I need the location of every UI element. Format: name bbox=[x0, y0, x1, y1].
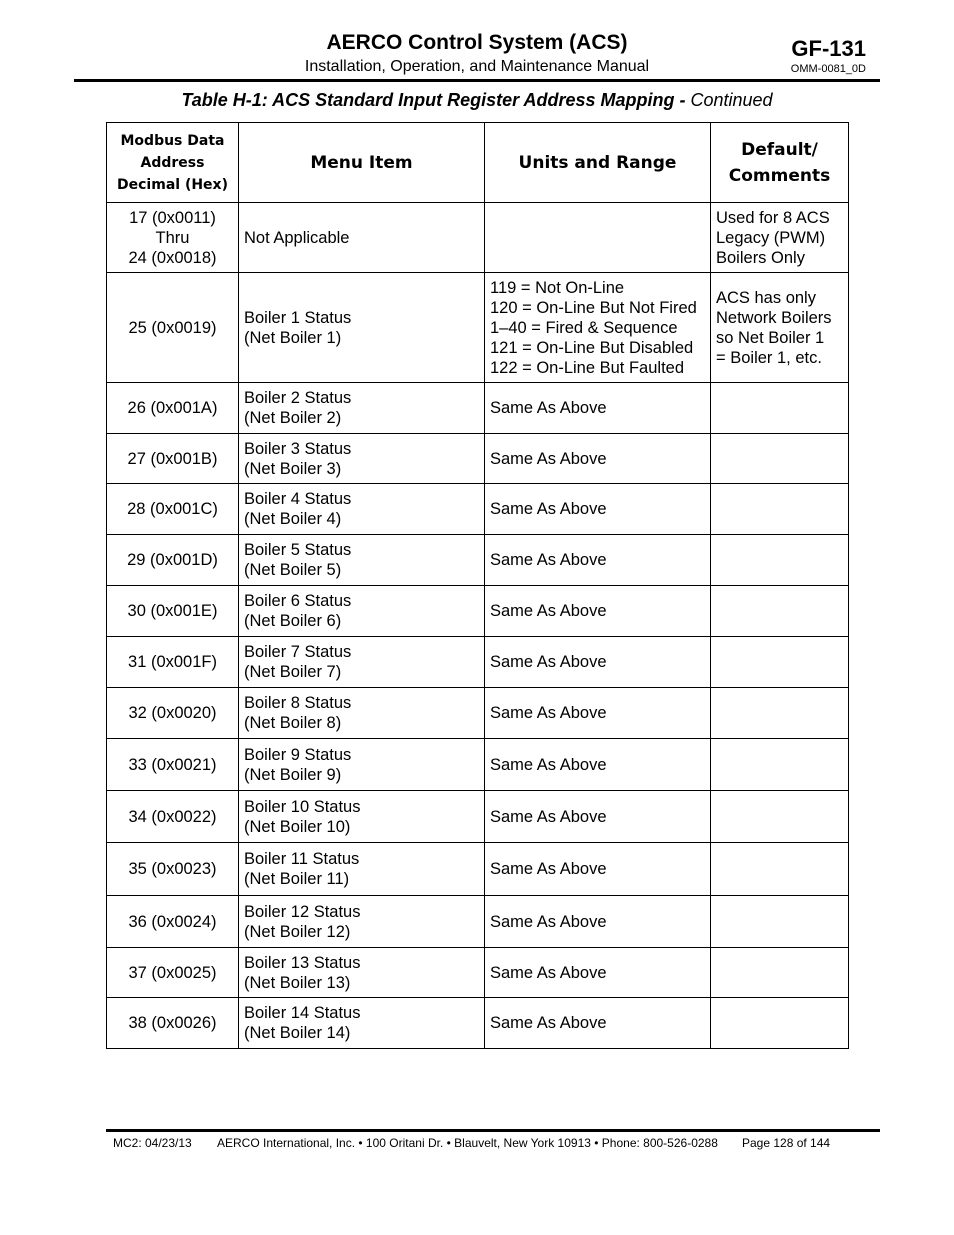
table-row bbox=[107, 586, 849, 637]
cell-menu-item-line: (Net Boiler 10) bbox=[244, 817, 351, 836]
cell-menu-item bbox=[239, 535, 485, 586]
cell-address bbox=[107, 791, 239, 843]
table-row bbox=[107, 535, 849, 586]
cell-units-range bbox=[485, 896, 711, 948]
table-caption bbox=[0, 90, 954, 111]
cell-address bbox=[107, 896, 239, 948]
cell-address bbox=[107, 586, 239, 637]
cell-units-range-line: Same As Above bbox=[490, 602, 607, 620]
cell-menu-item-line: (Net Boiler 2) bbox=[244, 409, 342, 427]
cell-units-range bbox=[485, 998, 711, 1049]
cell-comments bbox=[711, 203, 849, 273]
table-caption-label: Table H-1: ACS Standard Input Register Address Mapping - bbox=[181, 90, 686, 110]
header-units-range: Units and Range bbox=[485, 123, 711, 203]
cell-units-range-line: Same As Above bbox=[490, 449, 607, 468]
cell-address bbox=[107, 948, 239, 998]
header-default-comments bbox=[711, 123, 849, 203]
cell-units-range-line: Same As Above bbox=[490, 860, 607, 878]
cell-units-range bbox=[485, 739, 711, 791]
cell-units-range bbox=[485, 791, 711, 843]
document-code: GF-131 bbox=[791, 36, 866, 61]
cell-units-range-line: 121 = On-Line But Disabled bbox=[490, 338, 694, 357]
cell-address-line: Thru bbox=[155, 228, 190, 247]
cell-address-line: 26 (0x001A) bbox=[127, 399, 218, 417]
cell-menu-item-line: Boiler 12 Status bbox=[244, 902, 361, 921]
header-address-line: Decimal (Hex) bbox=[117, 176, 228, 193]
cell-menu-item-line: (Net Boiler 1) bbox=[244, 328, 342, 347]
cell-units-range bbox=[485, 586, 711, 637]
cell-menu-item-line: Boiler 9 Status bbox=[244, 745, 352, 764]
footer-rule bbox=[106, 1129, 880, 1132]
document-subtitle: Installation, Operation, and Maintenance Manual bbox=[304, 58, 650, 75]
table-row bbox=[107, 948, 849, 998]
cell-units-range bbox=[485, 434, 711, 484]
cell-address-line: 29 (0x001D) bbox=[127, 551, 218, 569]
cell-address bbox=[107, 688, 239, 739]
cell-menu-item-line: (Net Boiler 9) bbox=[244, 765, 342, 784]
cell-units-range-line: Same As Above bbox=[490, 807, 607, 826]
document-number: OMM-0081_0D bbox=[790, 63, 866, 75]
cell-units-range-line: Same As Above bbox=[490, 500, 607, 518]
cell-menu-item bbox=[239, 273, 485, 383]
cell-address bbox=[107, 203, 239, 273]
cell-menu-item-line: Boiler 11 Status bbox=[244, 850, 360, 868]
cell-comments bbox=[711, 791, 849, 843]
cell-units-range-line: Same As Above bbox=[490, 704, 607, 722]
cell-menu-item-line: (Net Boiler 4) bbox=[244, 510, 342, 528]
cell-menu-item bbox=[239, 383, 485, 434]
cell-units-range-line: Same As Above bbox=[490, 755, 607, 774]
cell-address-line: 17 (0x0011) bbox=[129, 208, 216, 227]
cell-menu-item bbox=[239, 948, 485, 998]
cell-address bbox=[107, 434, 239, 484]
cell-units-range bbox=[485, 535, 711, 586]
cell-units-range-line: Same As Above bbox=[490, 1014, 607, 1032]
cell-menu-item-line: (Net Boiler 11) bbox=[244, 870, 350, 888]
cell-units-range-line: Same As Above bbox=[490, 963, 607, 982]
cell-comments bbox=[711, 739, 849, 791]
table-row bbox=[107, 383, 849, 434]
cell-address-line: 35 (0x0023) bbox=[128, 860, 217, 878]
table-header-row bbox=[107, 123, 849, 203]
cell-units-range-line: 122 = On-Line But Faulted bbox=[490, 358, 685, 377]
header-rule bbox=[74, 79, 880, 82]
cell-address-line: 30 (0x001E) bbox=[127, 602, 218, 620]
cell-units-range-line: Same As Above bbox=[490, 653, 607, 671]
cell-units-range bbox=[485, 273, 711, 383]
table-row bbox=[107, 434, 849, 484]
footer-revision: MC2: 04/23/13 bbox=[113, 1136, 192, 1150]
cell-menu-item-line: Boiler 13 Status bbox=[244, 953, 361, 972]
header-comments-line: Comments bbox=[728, 165, 831, 186]
cell-comments-line: Network Boilers bbox=[716, 308, 832, 327]
cell-menu-item-line: Boiler 6 Status bbox=[244, 592, 352, 610]
document-title: AERCO Control System (ACS) bbox=[326, 31, 628, 54]
cell-menu-item-line: Boiler 14 Status bbox=[244, 1004, 361, 1022]
cell-menu-item-line: (Net Boiler 14) bbox=[244, 1024, 351, 1042]
cell-comments-line: Legacy (PWM) bbox=[716, 228, 826, 247]
cell-units-range bbox=[485, 688, 711, 739]
cell-units-range-line: Same As Above bbox=[490, 912, 607, 931]
cell-address-line: 24 (0x0018) bbox=[128, 248, 217, 267]
table-row bbox=[107, 843, 849, 896]
cell-units-range bbox=[485, 484, 711, 535]
cell-units-range-line: Same As Above bbox=[490, 551, 607, 569]
cell-units-range-line: 119 = Not On-Line bbox=[490, 278, 625, 297]
footer-company: AERCO International, Inc. • 100 Oritani Dr. • Blauvelt, New York 10913 • Phone: 800-526-0288 bbox=[217, 1136, 718, 1150]
cell-comments-line: so Net Boiler 1 bbox=[716, 328, 825, 347]
cell-comments-line: Used for 8 ACS bbox=[716, 208, 830, 227]
cell-address-line: 33 (0x0021) bbox=[128, 755, 217, 774]
cell-menu-item-line: Not Applicable bbox=[244, 228, 350, 247]
cell-menu-item-line: Boiler 1 Status bbox=[244, 308, 352, 327]
cell-menu-item bbox=[239, 434, 485, 484]
header-menu-item: Menu Item bbox=[239, 123, 485, 203]
cell-comments bbox=[711, 434, 849, 484]
cell-menu-item-line: (Net Boiler 5) bbox=[244, 561, 342, 579]
table-row bbox=[107, 273, 849, 383]
header-comments-line: Default/ bbox=[741, 139, 818, 160]
cell-address-line: 27 (0x001B) bbox=[127, 449, 218, 468]
table-row bbox=[107, 688, 849, 739]
cell-menu-item-line: Boiler 10 Status bbox=[244, 797, 361, 816]
cell-menu-item-line: (Net Boiler 13) bbox=[244, 973, 351, 992]
table-row bbox=[107, 739, 849, 791]
cell-comments-line: ACS has only bbox=[716, 288, 816, 307]
table-row bbox=[107, 637, 849, 688]
table-row bbox=[107, 791, 849, 843]
cell-address bbox=[107, 637, 239, 688]
table-row bbox=[107, 484, 849, 535]
cell-address bbox=[107, 484, 239, 535]
header-address bbox=[107, 123, 239, 203]
cell-units-range-line: 120 = On-Line But Not Fired bbox=[490, 298, 697, 317]
cell-comments bbox=[711, 998, 849, 1049]
cell-units-range bbox=[485, 843, 711, 896]
cell-menu-item bbox=[239, 998, 485, 1049]
cell-comments bbox=[711, 383, 849, 434]
cell-menu-item-line: (Net Boiler 7) bbox=[244, 663, 342, 681]
cell-comments bbox=[711, 586, 849, 637]
table-row bbox=[107, 998, 849, 1049]
cell-address bbox=[107, 273, 239, 383]
cell-comments-line: = Boiler 1, etc. bbox=[716, 348, 822, 367]
cell-comments bbox=[711, 484, 849, 535]
cell-menu-item-line: (Net Boiler 8) bbox=[244, 714, 342, 732]
cell-menu-item-line: (Net Boiler 3) bbox=[244, 459, 342, 478]
cell-menu-item bbox=[239, 843, 485, 896]
cell-address-line: 25 (0x0019) bbox=[128, 318, 217, 337]
cell-menu-item-line: Boiler 7 Status bbox=[244, 643, 352, 661]
cell-menu-item-line: Boiler 2 Status bbox=[244, 389, 352, 407]
cell-address-line: 32 (0x0020) bbox=[128, 704, 217, 722]
footer-page-number: Page 128 of 144 bbox=[742, 1136, 831, 1150]
cell-menu-item-line: Boiler 5 Status bbox=[244, 541, 352, 559]
cell-comments bbox=[711, 637, 849, 688]
cell-menu-item-line: Boiler 8 Status bbox=[244, 694, 352, 712]
cell-address bbox=[107, 998, 239, 1049]
header-address-line: Address bbox=[140, 154, 205, 171]
cell-comments bbox=[711, 948, 849, 998]
cell-menu-item bbox=[239, 203, 485, 273]
cell-menu-item-line: (Net Boiler 12) bbox=[244, 922, 351, 941]
cell-menu-item-line: Boiler 3 Status bbox=[244, 439, 352, 458]
cell-units-range bbox=[485, 383, 711, 434]
cell-comments bbox=[711, 535, 849, 586]
cell-menu-item bbox=[239, 791, 485, 843]
cell-units-range-line: Same As Above bbox=[490, 399, 607, 417]
cell-comments-line: Boilers Only bbox=[716, 248, 805, 267]
table-row bbox=[107, 896, 849, 948]
cell-menu-item bbox=[239, 637, 485, 688]
cell-units-range bbox=[485, 203, 711, 273]
cell-comments bbox=[711, 688, 849, 739]
cell-menu-item bbox=[239, 688, 485, 739]
cell-menu-item bbox=[239, 484, 485, 535]
cell-address bbox=[107, 843, 239, 896]
cell-menu-item bbox=[239, 896, 485, 948]
cell-menu-item-line: Boiler 4 Status bbox=[244, 490, 352, 508]
cell-units-range-line: 1–40 = Fired & Sequence bbox=[490, 318, 678, 337]
cell-menu-item bbox=[239, 739, 485, 791]
cell-address-line: 34 (0x0022) bbox=[128, 807, 217, 826]
cell-units-range bbox=[485, 948, 711, 998]
cell-menu-item bbox=[239, 586, 485, 637]
table-row bbox=[107, 203, 849, 273]
cell-comments bbox=[711, 843, 849, 896]
cell-address-line: 31 (0x001F) bbox=[128, 653, 217, 671]
cell-address bbox=[107, 739, 239, 791]
cell-comments bbox=[711, 896, 849, 948]
cell-address-line: 28 (0x001C) bbox=[127, 500, 218, 518]
cell-address bbox=[107, 383, 239, 434]
cell-comments bbox=[711, 273, 849, 383]
cell-address-line: 36 (0x0024) bbox=[128, 912, 217, 931]
cell-address-line: 38 (0x0026) bbox=[128, 1014, 217, 1032]
register-mapping-table bbox=[106, 122, 849, 1049]
header-address-line: Modbus Data bbox=[120, 132, 225, 149]
table-caption-suffix: Continued bbox=[685, 90, 773, 110]
cell-menu-item-line: (Net Boiler 6) bbox=[244, 612, 342, 630]
cell-address-line: 37 (0x0025) bbox=[128, 963, 217, 982]
cell-units-range bbox=[485, 637, 711, 688]
cell-address bbox=[107, 535, 239, 586]
